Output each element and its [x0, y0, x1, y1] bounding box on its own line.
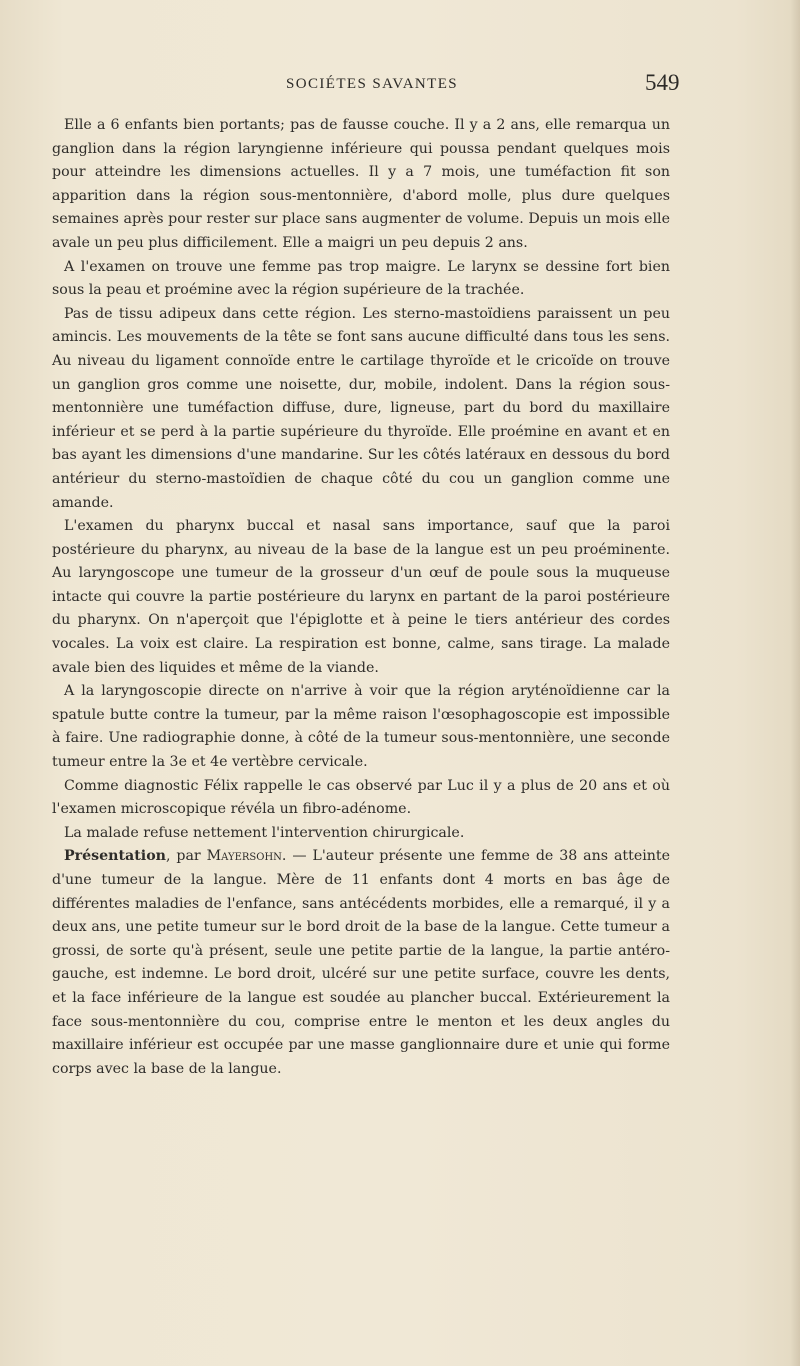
paragraph: Comme diagnostic Félix rappelle le cas observé par Luc il y a plus de 20 ans et où l'examen microscopique révéla un fibro-adénome.	[52, 777, 670, 818]
heading-separator: . —	[281, 848, 313, 865]
presentation-paragraph	[52, 845, 670, 1081]
author-name: Mayersohn	[206, 848, 282, 865]
page-header	[0, 70, 800, 100]
paragraph: A l'examen on trouve une femme pas trop maigre. Le larynx se dessine fort bien sous la peau et proémine avec la région supérieure de la trachée.	[52, 258, 670, 299]
paragraph: La malade refuse nettement l'intervention chirurgicale.	[64, 824, 465, 841]
paragraph: L'examen du pharynx buccal et nasal sans importance, sauf que la paroi postérieure du pharynx, au niveau de la base de la langue est un peu proéminente. Au laryngoscope une tumeur de la grosseur d'un œuf de poule sous la muqueuse intacte qui couvre la partie postérieure du larynx en partant de la paroi postérieure du pharynx. On n'aperçoit que l'épiglotte et à peine le tiers antérieur des cordes vocales. La voix est claire. La respiration est bonne, calme, sans tirage. La malade avale bien des liquides et même de la viande.	[52, 518, 670, 676]
page-edge-shadow	[790, 0, 800, 1366]
running-title: SOCIÉTES SAVANTES	[286, 76, 459, 92]
body-text	[52, 114, 670, 1081]
paragraph: Pas de tissu adipeux dans cette région. Les sterno-mastoïdiens paraissent un peu amincis. Les mouvements de la tête se font sans aucune difficulté dans tous les sens. Au niveau du ligament connoïde entre le cartilage thyroïde et le cricoïde on trouve un ganglion gros comme une noisette, dur, mobile, indolent. Dans la région sous-mentonnière une tuméfaction diffuse, dure, ligneuse, part du bord du maxillaire inférieur et se perd à la partie supérieure du thyroïde. Elle proémine en avant et en bas ayant les dimensions d'une mandarine. Sur les côtés latéraux en dessous du bord antérieur du sterno-mastoïdien de chaque côté du cou un ganglion comme une amande.	[52, 305, 670, 511]
presentation-text: L'auteur présente une femme de 38 ans atteinte d'une tumeur de la langue. Mère de 11 enfants dont 4 morts en bas âge de différentes maladies de l'enfance, sans antécédents morbides, elle a remarqué, il y a deux ans, une petite tumeur sur le bord droit de la base de la langue. Cette tumeur a grossi, de sorte qu'à présent, seule une petite partie de la langue, la partie antéro-gauche, est indemne. Le bord droit, ulcéré sur une petite surface, couvre les dents, et la face inférieure de la langue est soudée au plancher buccal. Extérieurement la face sous-mentonnière du cou, comprise entre le menton et les deux angles du maxillaire inférieur est occupée par une masse ganglionnaire dure et unie qui forme corps avec la base de la langue.	[52, 848, 670, 1077]
page-number: 549	[645, 70, 680, 95]
section-heading: Présentation	[64, 848, 166, 865]
paragraph: A la laryngoscopie directe on n'arrive à voir que la région aryténoïdienne car la spatule butte contre la tumeur, par la même raison l'œsophagoscopie est impossible à faire. Une radiographie donne, à côté de la tumeur sous-mentonnière, une seconde tumeur entre la 3e et 4e vertèbre cervicale.	[52, 683, 670, 771]
heading-by: , par	[165, 848, 207, 865]
paragraph: Elle a 6 enfants bien portants; pas de fausse couche. Il y a 2 ans, elle remarqua un ganglion dans la région laryngienne inférieure qui poussa pendant quelques mois pour atteindre les dimensions actuelles. Il y a 7 mois, une tuméfaction fit son apparition dans la région sous-mentonnière, d'abord molle, plus dure quelques semaines après pour rester sur place sans augmenter de volume. Depuis un mois elle avale un peu plus difficilement. Elle a maigri un peu depuis 2 ans.	[52, 117, 670, 251]
